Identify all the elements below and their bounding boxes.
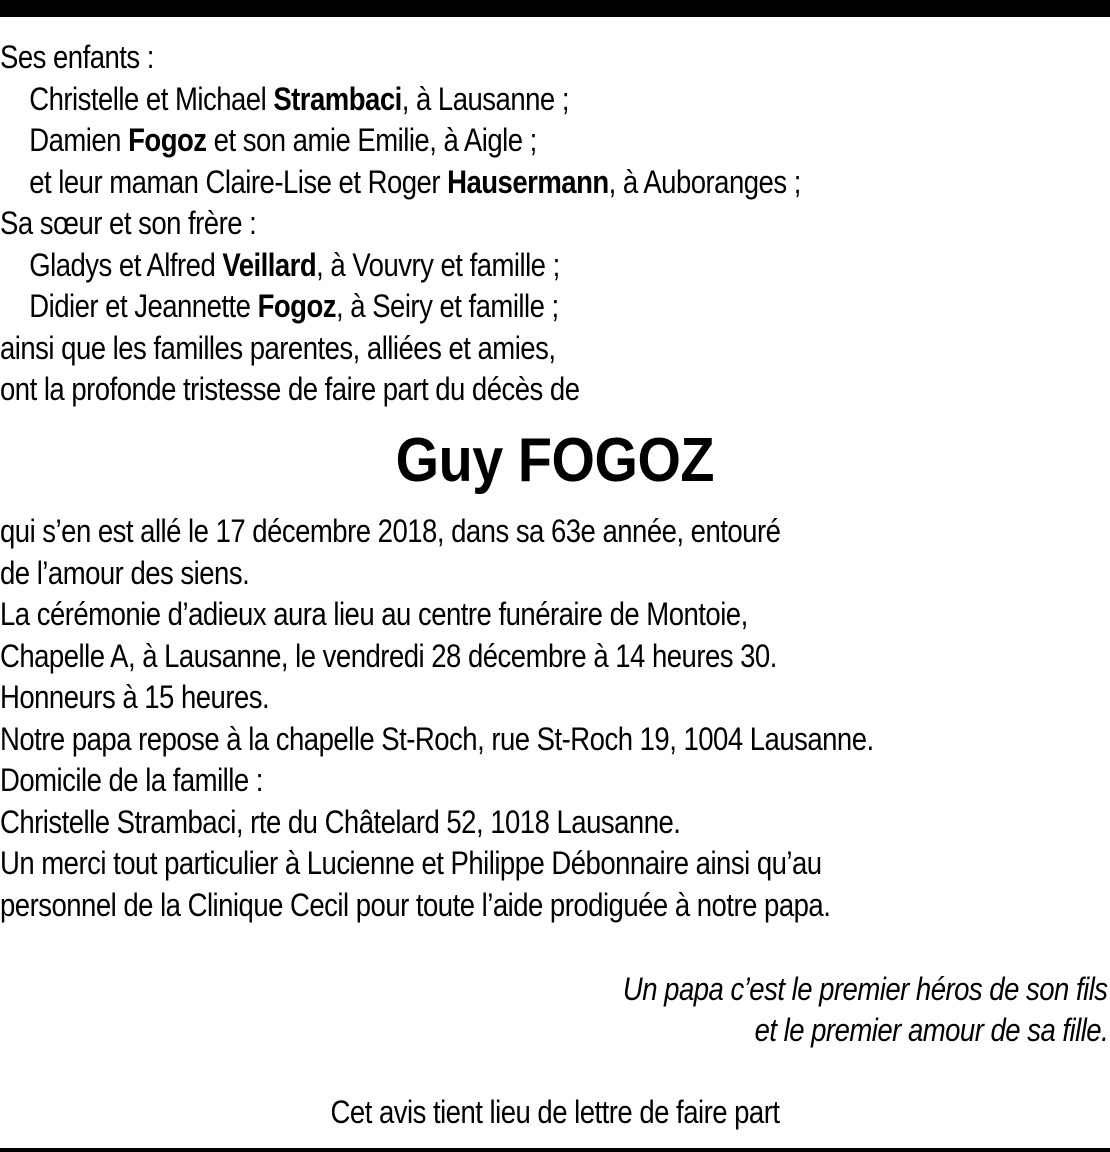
sibling-line (0, 286, 955, 328)
child-line (0, 79, 955, 121)
child-post: , à Lausanne ; (401, 80, 569, 117)
child-surname: Fogoz (128, 122, 207, 158)
top-rule (0, 0, 1110, 17)
body-line: qui s’en est allé le 17 décembre 2018, dans sa 63e année, entouré (0, 513, 781, 549)
deceased-name-text: Guy FOGOZ (395, 426, 715, 495)
sibling-line (0, 245, 955, 287)
child-post: et son amie Emilie, à Aigle ; (206, 122, 537, 158)
footer-note (0, 1092, 1110, 1133)
child-post: , à Auboranges ; (608, 163, 801, 200)
body-line: Notre papa repose à la chapelle St-Roch, rue St-Roch 19, 1004 Lausanne. (0, 720, 874, 757)
closing-line: ainsi que les familles parentes, alliées et amies, (0, 329, 556, 366)
family-section (0, 37, 1110, 411)
body-section (0, 511, 1110, 926)
body-line: La cérémonie d’adieux aura lieu au centre funéraire de Montoie, (0, 596, 748, 632)
body-line: de l’amour des siens. (0, 554, 250, 591)
child-surname: Strambaci (273, 80, 402, 117)
quote-text: et le premier amour de sa fille. (754, 1012, 1108, 1048)
body-line: Honneurs à 15 heures. (0, 679, 270, 715)
body-line: Un merci tout particulier à Lucienne et Philippe Débonnaire ainsi qu’au (0, 845, 822, 881)
quote-text: Un papa c’est le premier héros de son fils (623, 971, 1108, 1007)
child-line (0, 162, 955, 204)
quote-line-2 (8, 1010, 1108, 1051)
child-pre: et leur maman Claire-Lise et Roger (29, 163, 448, 200)
footer-text: Cet avis tient lieu de lettre de faire part (330, 1094, 780, 1130)
body-line: Domicile de la famille : (0, 762, 263, 798)
sibling-pre: Didier et Jeannette (29, 288, 258, 324)
body-line: personnel de la Clinique Cecil pour toute l’aide prodiguée à notre papa. (0, 886, 831, 923)
bottom-rule (0, 1148, 1110, 1152)
children-heading: Ses enfants : (0, 39, 154, 75)
sibling-post: , à Seiry et famille ; (336, 288, 559, 324)
child-line (0, 120, 955, 162)
sibling-surname: Veillard (222, 246, 317, 283)
closing-line: ont la profonde tristesse de faire part du décès de (0, 371, 580, 407)
quote-line-1 (8, 969, 1108, 1010)
sibling-pre: Gladys et Alfred (29, 246, 223, 283)
deceased-name (0, 425, 1110, 497)
child-pre: Christelle et Michael (29, 80, 274, 117)
sibling-surname: Fogoz (257, 288, 337, 324)
body-line: Chapelle A, à Lausanne, le vendredi 28 décembre à 14 heures 30. (0, 637, 777, 674)
child-pre: Damien (29, 122, 129, 158)
siblings-heading: Sa sœur et son frère : (0, 205, 257, 241)
child-surname: Hausermann (447, 163, 609, 200)
body-line: Christelle Strambaci, rte du Châtelard 52, 1018 Lausanne. (0, 803, 681, 840)
sibling-post: , à Vouvry et famille ; (316, 246, 560, 283)
